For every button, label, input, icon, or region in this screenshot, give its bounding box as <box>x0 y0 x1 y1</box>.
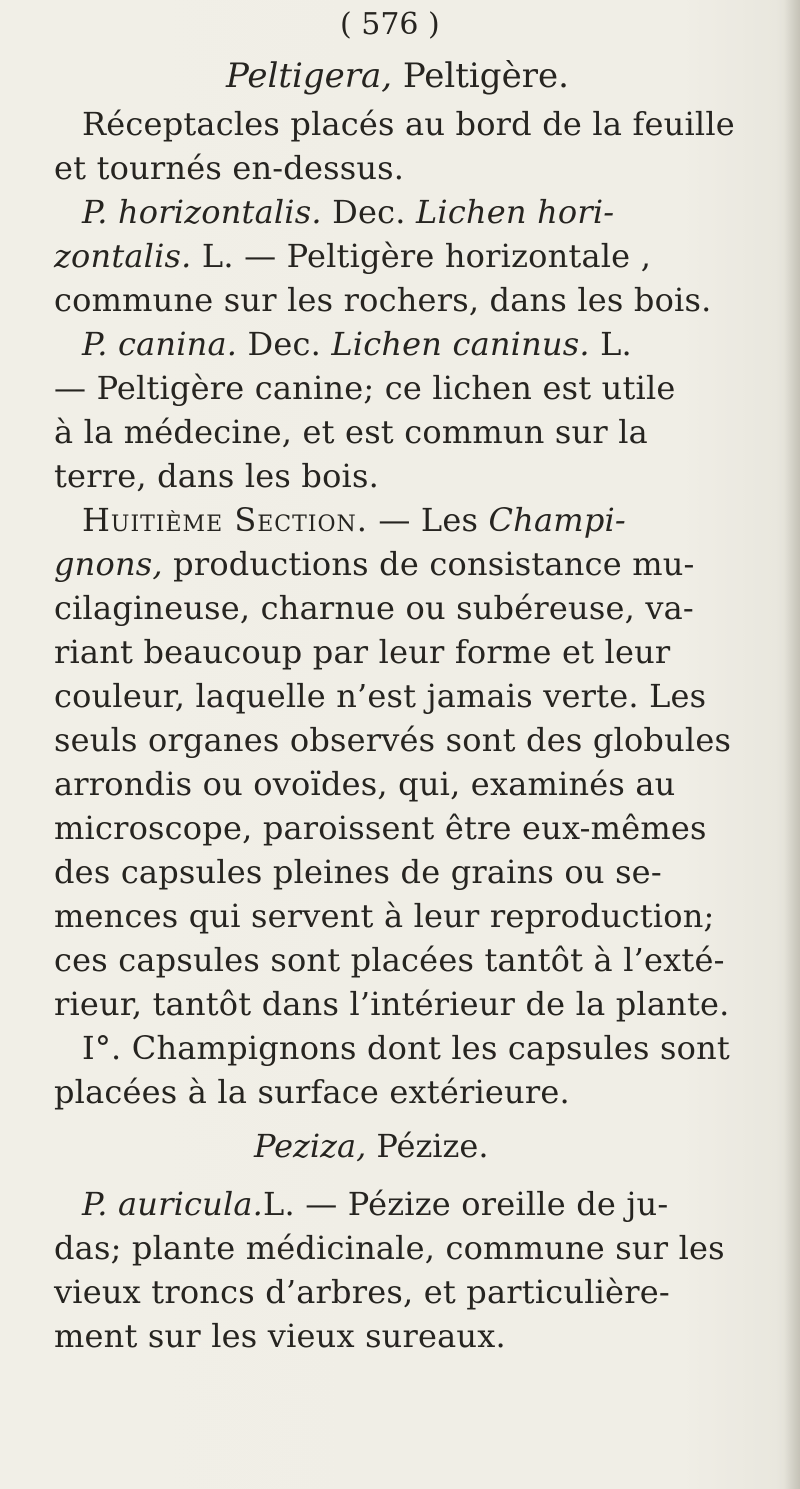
text-line: terre, dans les bois. <box>54 457 379 495</box>
species-name: P. canina. <box>82 325 238 363</box>
text-line: ces capsules sont placées tantôt à l’exté- <box>54 941 725 979</box>
genus-heading-peltigera <box>226 56 569 96</box>
species-name: P. auricula. <box>82 1185 264 1223</box>
page-number: ( 576 ) <box>340 7 440 42</box>
species-name: P. horizontalis. <box>82 193 322 231</box>
group-name: Champi- <box>488 501 626 539</box>
text-line: arrondis ou ovoïdes, qui, examinés au <box>54 765 676 803</box>
text-line: gnons, productions de consistance mu- <box>54 545 695 583</box>
text-line: placées à la surface extérieure. <box>54 1073 570 1111</box>
page-edge-shadow <box>784 0 800 1489</box>
text-line: microscope, paroissent être eux-mêmes <box>54 809 707 847</box>
genus-latin-name: Peltigera, <box>226 56 393 96</box>
text-line: des capsules pleines de grains ou se- <box>54 853 662 891</box>
text-line: P. canina. Dec. Lichen caninus. L. <box>82 325 632 363</box>
text-line: P. horizontalis. Dec. Lichen hori- <box>82 193 615 231</box>
text-line: couleur, laquelle n’est jamais verte. Les <box>54 677 707 715</box>
text-line: ment sur les vieux sureaux. <box>54 1317 506 1355</box>
text-line: riant beaucoup par leur forme et leur <box>54 633 671 671</box>
text-line: et tournés en-dessus. <box>54 149 405 187</box>
genus-french-name: Pézize. <box>376 1127 489 1165</box>
text-line: — Peltigère canine; ce lichen est utile <box>54 369 676 407</box>
text-line: commune sur les rochers, dans les bois. <box>54 281 712 319</box>
text-line: à la médecine, et est commun sur la <box>54 413 648 451</box>
text-line: Réceptacles placés au bord de la feuille <box>82 105 735 143</box>
genus-heading-peziza <box>254 1126 489 1166</box>
text-line: I°. Champignons dont les capsules sont <box>82 1029 730 1067</box>
text-line: Huitième Section. — Les Champi- <box>82 501 626 539</box>
section-title: Huitième Section. <box>82 501 368 539</box>
text-line: zontalis. L. — Peltigère horizontale , <box>54 237 652 275</box>
text-line: seuls organes observés sont des globules <box>54 721 732 759</box>
genus-latin-name: Peziza, <box>254 1127 367 1165</box>
text-line: cilagineuse, charnue ou subéreuse, va- <box>54 589 694 627</box>
genus-french-name: Peltigère. <box>402 56 569 96</box>
synonym-name: Lichen hori- <box>415 193 615 231</box>
text-line: rieur, tantôt dans l’intérieur de la plante. <box>54 985 730 1023</box>
text-line: vieux troncs d’arbres, et particulière- <box>54 1273 670 1311</box>
text-line: mences qui servent à leur reproduction; <box>54 897 715 935</box>
text-line: das; plante médicinale, commune sur les <box>54 1229 725 1267</box>
synonym-name: Lichen caninus. <box>331 325 590 363</box>
text-line: P. auricula.L. — Pézize oreille de ju- <box>82 1185 669 1223</box>
